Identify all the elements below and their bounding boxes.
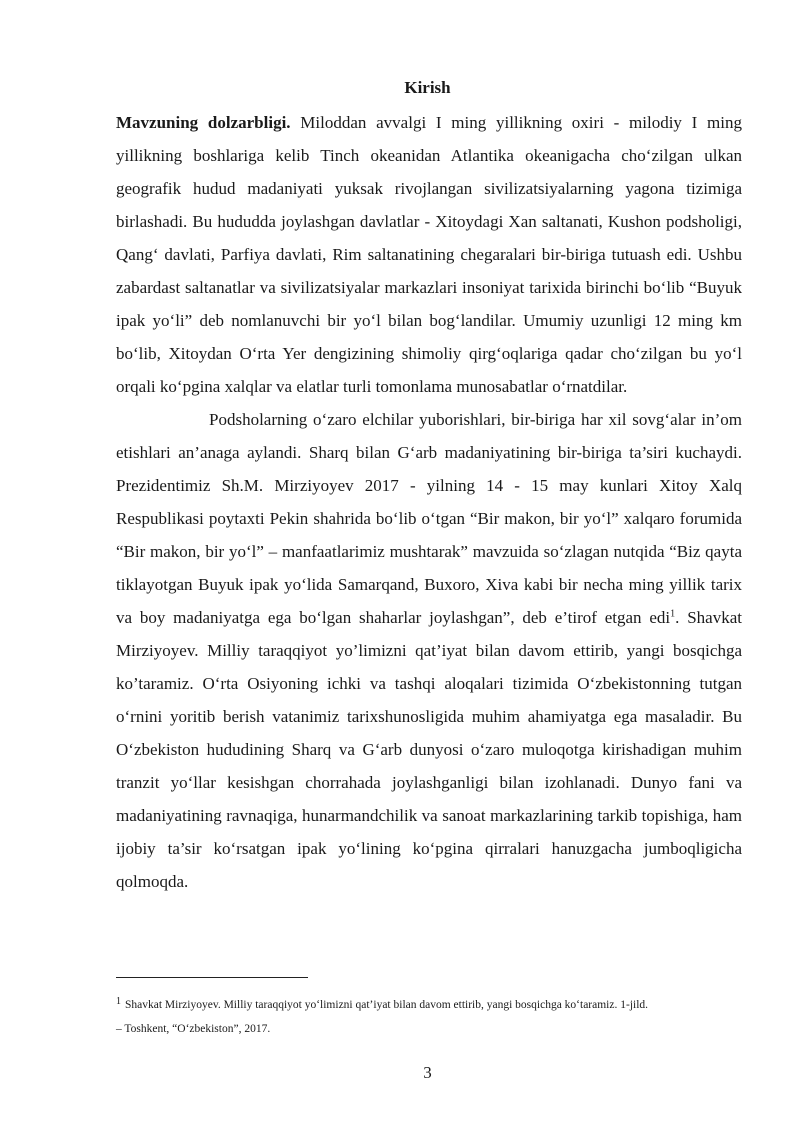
paragraph-1-text: Miloddan avvalgi I ming yillikning oxiri - milodiy I ming yillikning boshlariga kelib Tinch okeanidan Atlantika okeanigacha cho‘zilgan ulkan geografik hudud madaniyati yuksak rivojlangan sivilizatsiyalarning yagona tizimiga birlashadi. Bu hududda joylashgan davlatlar - Xitoydagi Xan saltanati, Kushon podsholigi, Qang‘ davlati, Parfiya davlati, Rim saltanatining chegaralari bir-biriga tutuash edi. Ushbu zabardast saltanatlar va sivilizatsiyalar markazlari insoniyat tarixida birinchi bo‘lib “Buyuk ipak yo‘li” deb nomlanuvchi bir yo‘l bilan bog‘landilar. Umumiy uzunligi 12 ming km bo‘lib, Xitoydan O‘rta Yer dengizining shimoliy qirg‘oqlariga qadar cho‘zilgan bu yo‘l orqali ko‘pgina xalqlar va elatlar turli tomonlama munosabatlar o‘rnatdilar.: [116, 113, 742, 396]
paragraph-1: [116, 106, 742, 403]
footnote-text-1: Shavkat Mirziyoyev. Milliy taraqqiyot yo‘limizni qat’iyat bilan davom ettirib, yangi bosqichga ko‘taramiz. 1-jild.: [125, 999, 649, 1011]
page-number: 3: [423, 1063, 432, 1082]
footnote-reference[interactable]: 1: [670, 608, 676, 620]
footnote-text-2: – Toshkent, “O‘zbekiston”, 2017.: [116, 1023, 271, 1035]
paragraph-2-text-a: Podsholarning o‘zaro elchilar yuborishlari, bir-biriga har xil sovg‘alar in’om etishlari an’anaga aylandi. Sharq bilan G‘arb madaniyatining bir-biriga ta’siri kuchaydi. Prezidentimiz Sh.M. Mirziyoyev 2017 - yilning 14 - 15 may kunlari Xitoy Xalq Respublikasi poytaxti Pekin shahrida bo‘lib o‘tgan “Bir makon, bir yo‘l” xalqaro forumida “Bir makon, bir yo‘l” – manfaatlarimiz mushtarak” mavzuida so‘zlagan nutqida “Biz qayta tiklayotgan Buyuk ipak yo‘lida Samarqand, Buxoro, Xiva kabi bir necha ming yillik tarix va boy madaniyatga ega bo‘lgan shaharlar joylashgan”, deb e’tirof etgan edi: [116, 410, 742, 627]
footnote-separator: [116, 977, 308, 978]
footnote: [116, 990, 756, 1041]
footnote-number: 1: [116, 996, 121, 1007]
paragraph-lead: Mavzuning dolzarbligi.: [116, 113, 291, 132]
footnote-line-1: [116, 990, 756, 1017]
paragraph-2-text-b: . Shavkat Mirziyoyev. Milliy taraqqiyot yo’limizni qat’iyat bilan davom ettirib, yangi bosqichga ko’taramiz. O‘rta Osiyoning ichki va tashqi aloqalari tizimida O‘zbekistonning tutgan o‘rnini yoritib berish vatanimiz tarixshunosligida muhim ahamiyatga ega masaladir. Bu O‘zbekiston hududining Sharq va G‘arb dunyosi o‘zaro muloqotga kirishadigan muhim tranzit yo‘llar kesishgan chorrahada joylashganligi bilan izohlanadi. Dunyo fani va madaniyatining ravnaqiga, hunarmandchilik va sanoat markazlarining tarkib topishiga, ham ijobiy ta’sir ko‘rsatgan ipak yo‘lining ko‘pgina qirralari hanuzgacha jumboqligicha qolmoqda.: [116, 608, 742, 891]
body-text: [116, 106, 742, 898]
section-heading: Kirish: [404, 78, 451, 97]
paragraph-2: [116, 403, 742, 898]
